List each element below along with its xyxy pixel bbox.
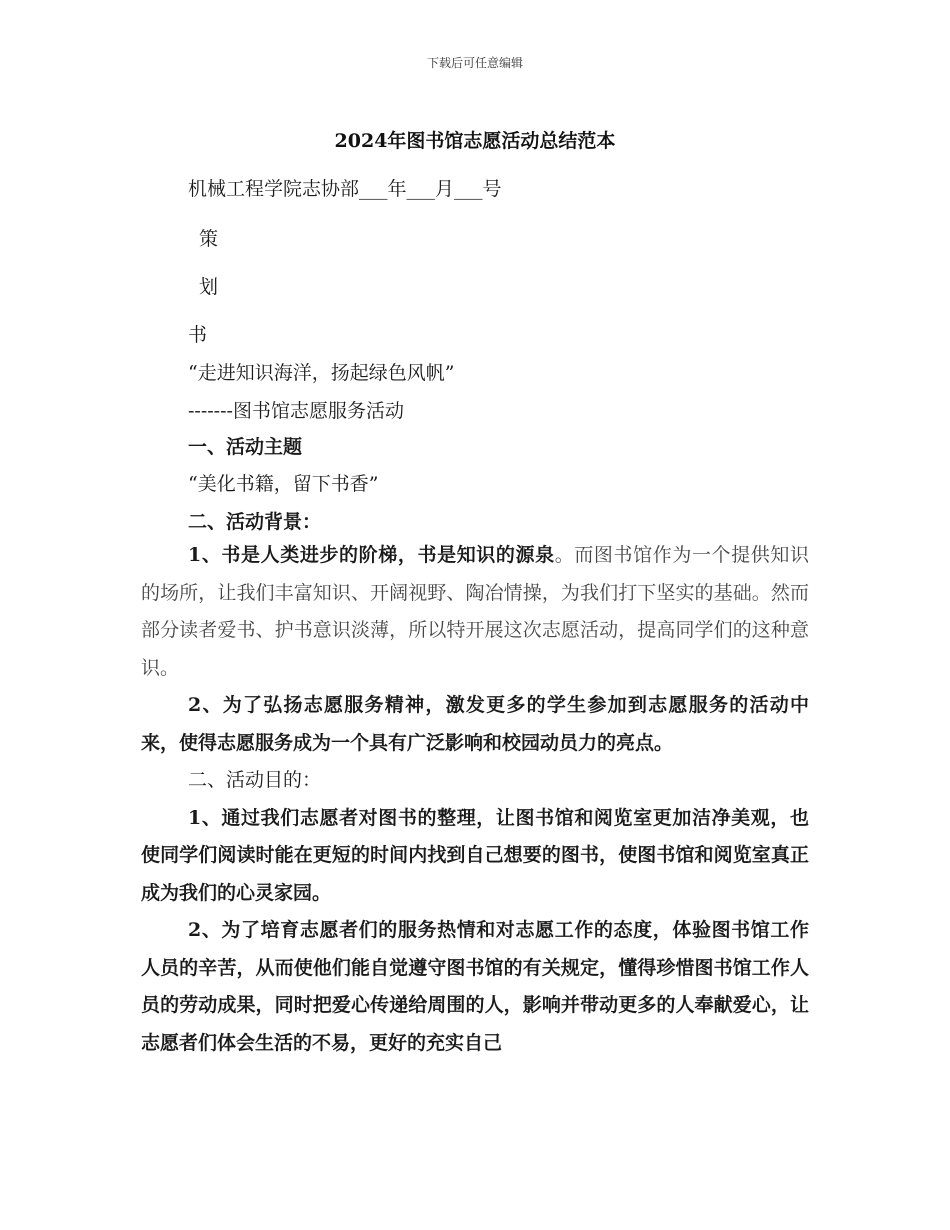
document-body (141, 537, 809, 1062)
background-paragraph-2: 2、为了弘扬志愿服务精神，激发更多的学生参加到志愿服务的活动中来，使得志愿服务成为一个具有广泛影响和校园动员力的亮点。 (141, 694, 809, 754)
background-paragraph-1 (141, 537, 809, 687)
goal-paragraph-2: 2、为了培育志愿者们的服务热情和对志愿工作的态度，体验图书馆工作人员的辛苦，从而使他们能自觉遵守图书馆的有关规定，懂得珍惜图书馆工作人员的劳动成果，同时把爱心传递给周围的人，影响并带动更多的人奉献爱心，让志愿者们体会生活的不易，更好的充实自己 (141, 919, 809, 1054)
activity-subtitle: -------图书馆志愿服务活动 (188, 400, 404, 422)
org-date-line: 机械工程学院志协部___年___月___号 (188, 178, 502, 200)
background-1-rest: 。而图书馆作为一个提供知识的场所，让我们丰富知识、开阔视野、陶冶情操，为我们打下坚实的基础。然而部分读者爱书、护书意识淡薄，所以特开展这次志愿活动，提高同学们的这种意识。 (141, 544, 809, 679)
vertical-char-2: 划 (199, 276, 219, 298)
section-heading-theme: 一、活动主题 (188, 436, 303, 458)
goal-paragraph-1: 1、通过我们志愿者对图书的整理，让图书馆和阅览室更加洁净美观，也使同学们阅读时能在更短的时间内找到自己想要的图书，使图书馆和阅览室真正成为我们的心灵家园。 (141, 806, 809, 904)
background-1-bold: 1、书是人类进步的阶梯，书是知识的源泉 (188, 544, 555, 566)
vertical-char-3: 书 (188, 324, 208, 346)
vertical-char-1: 策 (199, 228, 219, 250)
page-header-note: 下载后可任意编辑 (426, 56, 523, 70)
slogan: “走进知识海洋，扬起绿色风帆” (188, 362, 455, 384)
document-title: 2024年图书馆志愿活动总结范本 (334, 130, 616, 152)
section-heading-goals: 二、活动目的： (188, 769, 322, 791)
theme-text: “美化书籍，留下书香” (188, 473, 379, 495)
section-heading-background: 二、活动背景： (188, 511, 322, 533)
